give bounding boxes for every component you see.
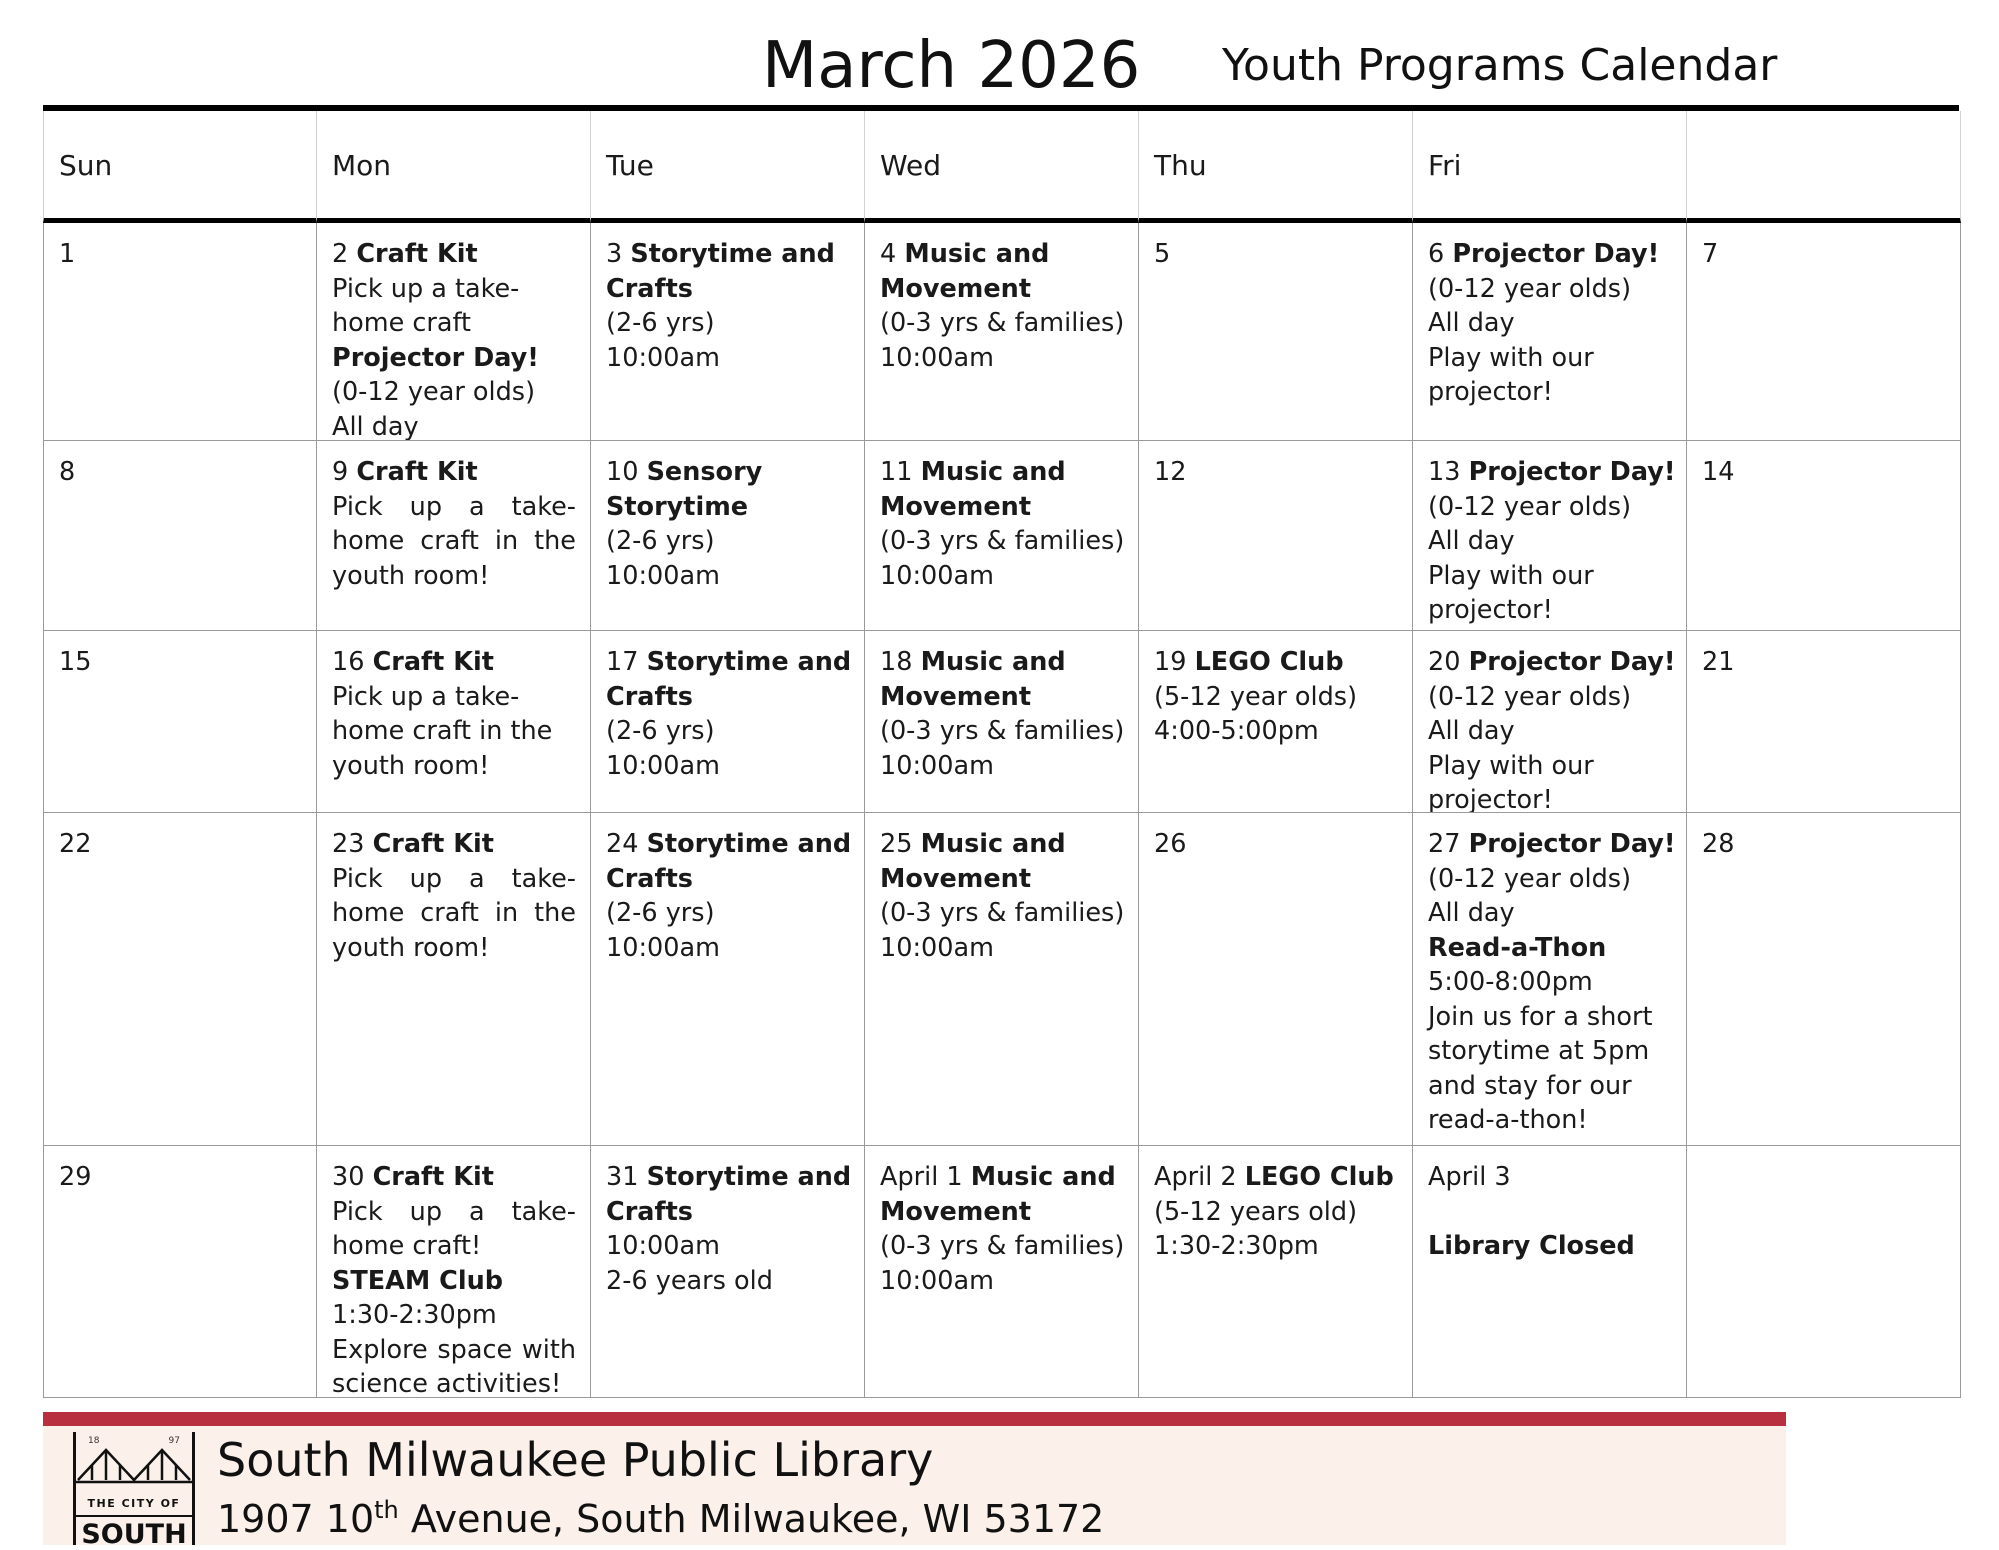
event-line — [880, 237, 1124, 272]
event-detail: All day — [332, 411, 419, 441]
event-line — [606, 306, 850, 341]
event-line — [332, 1264, 576, 1299]
event-detail: Pick up a take- — [332, 273, 520, 304]
event-title: Crafts — [606, 273, 693, 304]
day-number: 17 — [606, 647, 639, 677]
event-title: Storytime and — [646, 1162, 852, 1192]
event-line — [332, 1229, 576, 1264]
day-number: 19 — [1154, 647, 1187, 677]
address-suffix: Avenue, South Milwaukee, WI 53172 — [398, 1497, 1105, 1541]
event-line — [1428, 593, 1672, 628]
event-line — [59, 237, 302, 272]
event-title: Storytime and — [630, 239, 835, 269]
day-cell — [317, 223, 591, 441]
event-detail: (0-12 year olds) — [1428, 863, 1632, 894]
weekday-header — [1687, 111, 1961, 223]
city-logo — [73, 1432, 195, 1550]
day-cell — [317, 1146, 591, 1398]
event-line — [59, 645, 302, 680]
day-number: April 3 — [1428, 1162, 1511, 1192]
day-cell — [591, 1146, 865, 1398]
event-line — [332, 559, 576, 594]
library-address — [217, 1493, 1104, 1545]
event-line — [1428, 306, 1672, 341]
day-cell — [591, 223, 865, 441]
event-title: Movement — [880, 273, 1032, 304]
event-line — [606, 1264, 850, 1299]
event-title: Craft Kit — [372, 829, 494, 859]
event-line — [1428, 714, 1672, 749]
bridge-icon — [76, 1436, 192, 1496]
event-detail: youth room! — [332, 750, 490, 781]
day-cell — [317, 813, 591, 1146]
event-line — [606, 645, 850, 680]
event-title: Read-a-Thon — [1428, 932, 1607, 963]
calendar-subtitle: Youth Programs Calendar — [1222, 40, 1778, 91]
event-detail: (0-3 yrs & families) — [880, 716, 1125, 746]
day-number: 20 — [1428, 647, 1461, 677]
event-title: Movement — [880, 491, 1032, 522]
event-line — [880, 680, 1124, 715]
event-line — [1428, 272, 1672, 307]
blank-line — [1428, 1195, 1672, 1230]
event-line — [332, 455, 576, 490]
event-line — [880, 490, 1124, 525]
event-line — [880, 455, 1124, 490]
day-number: 26 — [1154, 829, 1187, 859]
event-title: Projector Day! — [1452, 239, 1660, 269]
event-detail: 10:00am — [606, 932, 720, 963]
event-title: Library Closed — [1428, 1231, 1635, 1261]
event-line — [880, 827, 1124, 862]
day-cell — [1413, 1146, 1687, 1398]
event-line — [332, 1298, 576, 1333]
event-detail: home craft in the — [332, 716, 553, 746]
event-line — [880, 1229, 1124, 1264]
event-line — [880, 862, 1124, 897]
event-detail: Join us for a short — [1428, 1001, 1653, 1032]
event-title: Projector Day! — [1468, 457, 1676, 487]
event-line — [1428, 645, 1676, 680]
event-line — [1428, 375, 1672, 410]
event-line — [1154, 680, 1398, 715]
calendar-grid — [43, 105, 1959, 1398]
event-title: LEGO Club — [1244, 1162, 1394, 1192]
event-detail: (0-3 yrs & families) — [880, 1231, 1125, 1261]
day-number: 12 — [1154, 457, 1187, 487]
day-number: 2 — [332, 239, 349, 269]
event-line — [1702, 645, 1946, 680]
event-line — [332, 862, 576, 897]
event-line — [1428, 749, 1672, 784]
event-line — [606, 237, 850, 272]
day-number: 28 — [1702, 829, 1735, 859]
event-line — [606, 1195, 850, 1230]
event-line — [1428, 455, 1676, 490]
event-line — [606, 559, 850, 594]
event-line — [332, 1367, 576, 1398]
event-line — [606, 680, 850, 715]
event-title: Movement — [880, 681, 1032, 712]
event-line — [332, 306, 576, 341]
weekday-header: Mon — [317, 111, 591, 223]
event-detail: 10:00am — [606, 342, 720, 373]
event-detail: Pick up a take- — [332, 863, 576, 894]
event-line — [606, 749, 850, 784]
event-title: Craft Kit — [372, 1162, 494, 1192]
day-number: 18 — [880, 647, 913, 677]
event-detail: (2-6 yrs) — [606, 526, 715, 556]
day-cell — [1139, 223, 1413, 441]
event-detail: storytime at 5pm — [1428, 1036, 1650, 1066]
event-detail: youth room! — [332, 560, 490, 591]
event-line — [332, 410, 576, 442]
event-line — [1428, 931, 1672, 966]
day-cell — [591, 631, 865, 813]
event-title: Projector Day! — [1468, 829, 1676, 859]
event-line — [606, 455, 850, 490]
event-line — [880, 714, 1124, 749]
day-number: April 1 — [880, 1162, 963, 1192]
event-title: LEGO Club — [1194, 647, 1344, 677]
event-detail: Pick up a take- — [332, 1196, 576, 1227]
event-detail: projector! — [1428, 595, 1553, 625]
day-number: 22 — [59, 829, 92, 859]
event-title: Craft Kit — [372, 647, 494, 677]
event-detail: All day — [1428, 898, 1515, 928]
event-detail: 10:00am — [606, 560, 720, 591]
event-detail: (0-12 year olds) — [1428, 491, 1632, 522]
event-detail: Pick up a take- — [332, 491, 576, 522]
day-cell — [865, 631, 1139, 813]
event-line — [1428, 1069, 1672, 1104]
day-cell — [43, 813, 317, 1146]
event-detail: (2-6 yrs) — [606, 308, 715, 338]
event-line — [1428, 1229, 1672, 1264]
event-line — [59, 1160, 302, 1195]
weekday-header: Wed — [865, 111, 1139, 223]
day-cell — [1139, 1146, 1413, 1398]
event-line — [880, 559, 1124, 594]
event-line — [606, 896, 850, 931]
event-line — [1154, 1195, 1398, 1230]
event-detail: home craft — [332, 308, 472, 338]
event-title: Storytime and — [646, 829, 852, 859]
day-number: 11 — [880, 457, 913, 487]
event-detail: All day — [1428, 526, 1515, 556]
event-detail: home craft! — [332, 1231, 482, 1261]
event-line — [1154, 455, 1398, 490]
day-number: 14 — [1702, 457, 1735, 487]
day-cell — [1687, 223, 1961, 441]
event-line — [880, 931, 1124, 966]
day-cell — [865, 223, 1139, 441]
event-line — [606, 862, 850, 897]
day-cell — [1413, 441, 1687, 631]
event-line — [332, 341, 576, 376]
event-title: Storytime and — [646, 647, 852, 677]
event-line — [1428, 783, 1672, 813]
day-cell — [1687, 1146, 1961, 1398]
day-cell — [1687, 631, 1961, 813]
event-detail: projector! — [1428, 785, 1553, 813]
event-line — [59, 827, 302, 862]
day-cell — [865, 1146, 1139, 1398]
weekday-header: Sun — [43, 111, 317, 223]
event-detail: 10:00am — [880, 342, 994, 373]
day-number: April 2 — [1154, 1162, 1237, 1192]
address-ordinal: th — [374, 1496, 399, 1524]
event-line — [606, 490, 850, 525]
event-detail: All day — [1428, 716, 1515, 746]
event-title: Music and — [920, 647, 1066, 677]
event-title: Storytime — [606, 491, 749, 522]
event-line — [1428, 1000, 1672, 1035]
day-cell — [865, 441, 1139, 631]
event-line — [332, 931, 576, 966]
event-title: Movement — [880, 1196, 1032, 1227]
event-title: Craft Kit — [356, 239, 478, 269]
event-detail: 10:00am — [880, 750, 994, 781]
event-title: Crafts — [606, 863, 693, 894]
day-number: 3 — [606, 239, 623, 269]
event-line — [1154, 645, 1398, 680]
event-detail: 10:00am — [606, 1231, 720, 1261]
event-title: Projector Day! — [1468, 647, 1676, 677]
event-line — [606, 341, 850, 376]
day-cell — [43, 441, 317, 631]
event-line — [332, 749, 576, 784]
event-line — [59, 455, 302, 490]
event-line — [880, 749, 1124, 784]
event-line — [1154, 714, 1398, 749]
event-line — [606, 714, 850, 749]
day-cell — [1687, 441, 1961, 631]
event-detail: All day — [1428, 308, 1515, 338]
logo-name-text: SOUTH — [76, 1515, 192, 1550]
event-title: Crafts — [606, 1196, 693, 1227]
event-detail: (0-12 year olds) — [1428, 681, 1632, 712]
event-line — [1428, 965, 1672, 1000]
day-cell — [1139, 441, 1413, 631]
event-line — [606, 827, 850, 862]
event-detail: read-a-thon! — [1428, 1105, 1588, 1135]
event-detail: (0-3 yrs & families) — [880, 308, 1125, 338]
day-number: 10 — [606, 457, 639, 487]
event-line — [332, 272, 576, 307]
event-detail: Pick up a take- — [332, 681, 520, 712]
event-line — [1428, 680, 1672, 715]
event-detail: science activities! — [332, 1369, 562, 1398]
day-number: 13 — [1428, 457, 1461, 487]
event-title: Sensory — [646, 457, 763, 487]
day-cell — [591, 813, 865, 1146]
event-detail: 10:00am — [606, 750, 720, 781]
event-detail: home craft in the — [332, 526, 576, 556]
day-cell — [865, 813, 1139, 1146]
event-line — [606, 1229, 850, 1264]
day-cell — [1413, 223, 1687, 441]
weekday-header: Tue — [591, 111, 865, 223]
event-line — [1428, 524, 1672, 559]
day-number: 7 — [1702, 239, 1719, 269]
logo-city-text: THE CITY OF — [87, 1497, 181, 1510]
event-line — [332, 714, 576, 749]
event-line — [332, 375, 576, 410]
event-detail: (0-3 yrs & families) — [880, 526, 1125, 556]
event-title: Movement — [880, 863, 1032, 894]
event-line — [606, 1160, 850, 1195]
day-number: 30 — [332, 1162, 365, 1192]
event-title: STEAM Club — [332, 1265, 504, 1296]
day-cell — [1139, 813, 1413, 1146]
day-number: 15 — [59, 647, 92, 677]
event-detail: (0-12 year olds) — [1428, 273, 1632, 304]
event-line — [1428, 896, 1672, 931]
event-line — [1428, 341, 1672, 376]
event-detail: (5-12 years old) — [1154, 1196, 1358, 1227]
day-number: 6 — [1428, 239, 1445, 269]
event-line — [332, 645, 576, 680]
event-line — [332, 1333, 576, 1368]
event-line — [1428, 1034, 1672, 1069]
event-detail: 5:00-8:00pm — [1428, 967, 1593, 997]
logo-year-right: 97 — [168, 1436, 180, 1446]
event-line — [880, 1264, 1124, 1299]
calendar-month-title: March 2026 — [762, 29, 1141, 103]
day-number: 8 — [59, 457, 76, 487]
event-line — [332, 237, 576, 272]
event-title: Music and — [920, 829, 1066, 859]
day-cell — [43, 631, 317, 813]
day-cell — [1413, 631, 1687, 813]
weekday-header: Fri — [1413, 111, 1687, 223]
day-number: 24 — [606, 829, 639, 859]
event-line — [880, 1160, 1124, 1195]
event-title: Music and — [970, 1162, 1116, 1192]
day-number: 23 — [332, 829, 365, 859]
event-line — [880, 524, 1124, 559]
event-line — [880, 896, 1124, 931]
event-detail: Play with our — [1428, 750, 1594, 781]
event-title: Craft Kit — [356, 457, 478, 487]
day-number: 5 — [1154, 239, 1171, 269]
day-cell — [317, 631, 591, 813]
event-title: Projector Day! — [332, 342, 539, 373]
event-line — [1154, 1229, 1398, 1264]
event-line — [1428, 827, 1676, 862]
event-line — [1702, 237, 1946, 272]
day-number: 21 — [1702, 647, 1735, 677]
logo-year-left: 18 — [88, 1436, 100, 1446]
event-detail: and stay for our — [1428, 1070, 1632, 1101]
event-line — [1154, 237, 1398, 272]
day-number: 29 — [59, 1162, 92, 1192]
event-line — [332, 896, 576, 931]
event-line — [1702, 455, 1946, 490]
event-line — [1154, 827, 1398, 862]
event-detail: (2-6 yrs) — [606, 716, 715, 746]
event-line — [606, 931, 850, 966]
event-line — [1428, 1160, 1672, 1195]
event-line — [880, 272, 1124, 307]
day-cell — [43, 223, 317, 441]
day-cell — [591, 441, 865, 631]
event-line — [880, 1195, 1124, 1230]
event-line — [332, 1195, 576, 1230]
event-detail: Explore space with — [332, 1334, 576, 1365]
event-detail: home craft in the — [332, 898, 576, 928]
event-line — [880, 306, 1124, 341]
day-number: 27 — [1428, 829, 1461, 859]
event-line — [332, 1160, 576, 1195]
event-line — [1702, 827, 1946, 862]
address-prefix: 1907 10 — [217, 1497, 375, 1541]
event-line — [332, 680, 576, 715]
library-name: South Milwaukee Public Library — [217, 1433, 934, 1487]
event-detail: (2-6 yrs) — [606, 898, 715, 928]
event-detail: 1:30-2:30pm — [332, 1300, 497, 1330]
event-line — [880, 645, 1124, 680]
day-number: 4 — [880, 239, 897, 269]
day-number: 9 — [332, 457, 349, 487]
day-cell — [43, 1146, 317, 1398]
event-line — [332, 490, 576, 525]
event-title: Music and — [920, 457, 1066, 487]
event-line — [1428, 559, 1672, 594]
event-detail: 10:00am — [880, 1265, 994, 1296]
day-cell — [1687, 813, 1961, 1146]
day-number: 31 — [606, 1162, 639, 1192]
event-detail: 10:00am — [880, 932, 994, 963]
event-detail: 10:00am — [880, 560, 994, 591]
event-detail: 1:30-2:30pm — [1154, 1231, 1319, 1261]
day-cell — [317, 441, 591, 631]
event-line — [1428, 1103, 1672, 1138]
event-line — [606, 272, 850, 307]
event-detail: projector! — [1428, 377, 1553, 407]
event-line — [1428, 490, 1672, 525]
event-detail: (0-3 yrs & families) — [880, 898, 1125, 928]
footer-accent-bar — [43, 1412, 1786, 1426]
event-title: Crafts — [606, 681, 693, 712]
event-detail: youth room! — [332, 932, 490, 963]
day-number: 25 — [880, 829, 913, 859]
event-line — [332, 524, 576, 559]
event-line — [1154, 1160, 1398, 1195]
event-line — [332, 827, 576, 862]
event-detail: 4:00-5:00pm — [1154, 716, 1319, 746]
event-detail: (0-12 year olds) — [332, 377, 536, 407]
event-detail: 2-6 years old — [606, 1265, 773, 1296]
event-detail: Play with our — [1428, 342, 1594, 373]
day-cell — [1413, 813, 1687, 1146]
event-detail: Play with our — [1428, 560, 1594, 591]
day-cell — [1139, 631, 1413, 813]
day-number: 1 — [59, 239, 76, 269]
event-line — [606, 524, 850, 559]
event-title: Music and — [904, 239, 1050, 269]
weekday-header: Thu — [1139, 111, 1413, 223]
event-line — [1428, 237, 1672, 272]
event-line — [880, 341, 1124, 376]
day-number: 16 — [332, 647, 365, 677]
event-line — [1428, 862, 1672, 897]
event-detail: (5-12 year olds) — [1154, 681, 1358, 712]
